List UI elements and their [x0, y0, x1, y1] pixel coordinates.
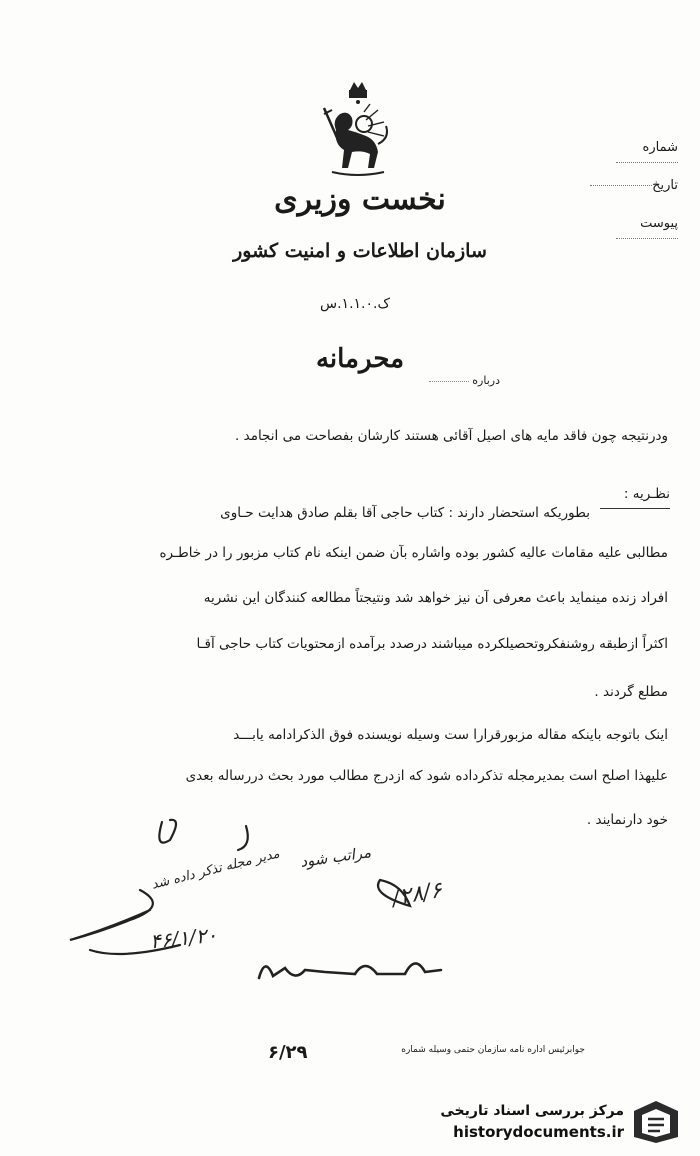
watermark-url: historydocuments.ir — [453, 1123, 624, 1141]
field-date-label: تاریخ — [652, 178, 678, 193]
field-number — [582, 140, 678, 170]
handwritten-date: ۲۸/۶/ — [390, 877, 445, 912]
body-line: ودرنتیجه چون فاقد مایه های اصیل آقائی هستند کارشان بفصاحت می انجامد . — [235, 428, 668, 444]
body-line: اینک باتوجه باینکه مقاله مزبورقرارا ست وسیله نویسنده فوق الذکرادامه یابـــد — [233, 727, 668, 743]
body-line: علیهذا اصلح است بمدیرمجله تذکرداده شود که ازدرج مطالب مورد بحث دررساله بعدی — [185, 768, 668, 784]
subject-field — [400, 374, 500, 387]
field-date — [582, 178, 678, 193]
archive-logo-icon — [630, 1097, 682, 1145]
lion-and-sun-emblem-icon — [318, 80, 398, 180]
field-dotted-line — [616, 162, 678, 163]
field-number-label: شماره — [642, 140, 678, 155]
body-line: مطلع گردند . — [594, 684, 668, 700]
body-line: مطالبی علیه مقامات عالیه کشور بوده واشاره بآن ضمن اینکه نام کتاب مزبور را در خاطـره — [159, 545, 668, 561]
field-dotted-line — [616, 238, 678, 239]
handwritten-note: مراتب شود — [299, 843, 373, 871]
note-label: نظـریه : — [623, 486, 670, 502]
body-line: افراد زنده مینماید باعث معرفی آن نیز خواهد شد ونتیجتاً مطالعه کنندگان این نشریه — [203, 590, 668, 606]
footer-number: ۶/۲۹ — [268, 1042, 308, 1063]
handwritten-date: ۴۶/۱/۲۰ — [148, 922, 219, 954]
document-reference: ک.۱.۱.۰.س — [320, 296, 390, 312]
field-attachment — [582, 216, 678, 246]
body-line: اکثراً ازطبقه روشنفکروتحصیلکرده میباشند درصدد برآمده ازمحتویات کتاب حاجی آقـا — [196, 636, 668, 652]
body-line: بطوریکه استحضار دارند : کتاب حاجی آقا بقلم صادق هدایت حـاوی — [220, 505, 590, 521]
body-line: خود دارنمایند . — [586, 812, 668, 828]
watermark — [396, 1095, 686, 1147]
office-title: نخست وزیری — [274, 182, 446, 217]
field-attachment-label: پیوست — [640, 216, 678, 231]
subject-label: درباره — [472, 374, 500, 387]
field-dotted-line — [590, 185, 652, 186]
classification-stamp: محرمانه — [315, 344, 405, 374]
handwritten-note: مدیر مجله تذکر داده شد — [150, 846, 282, 893]
organization-name: سازمان اطلاعات و امنیت کشور — [233, 240, 487, 262]
footer-text: جوابرئیس اداره نامه سازمان حتمی وسیله شماره — [401, 1045, 585, 1055]
signature-icon — [255, 948, 445, 988]
note-underline — [600, 508, 670, 509]
subject-dotted-line — [429, 381, 469, 382]
watermark-title: مرکز بررسی اسناد تاریخی — [440, 1103, 624, 1119]
